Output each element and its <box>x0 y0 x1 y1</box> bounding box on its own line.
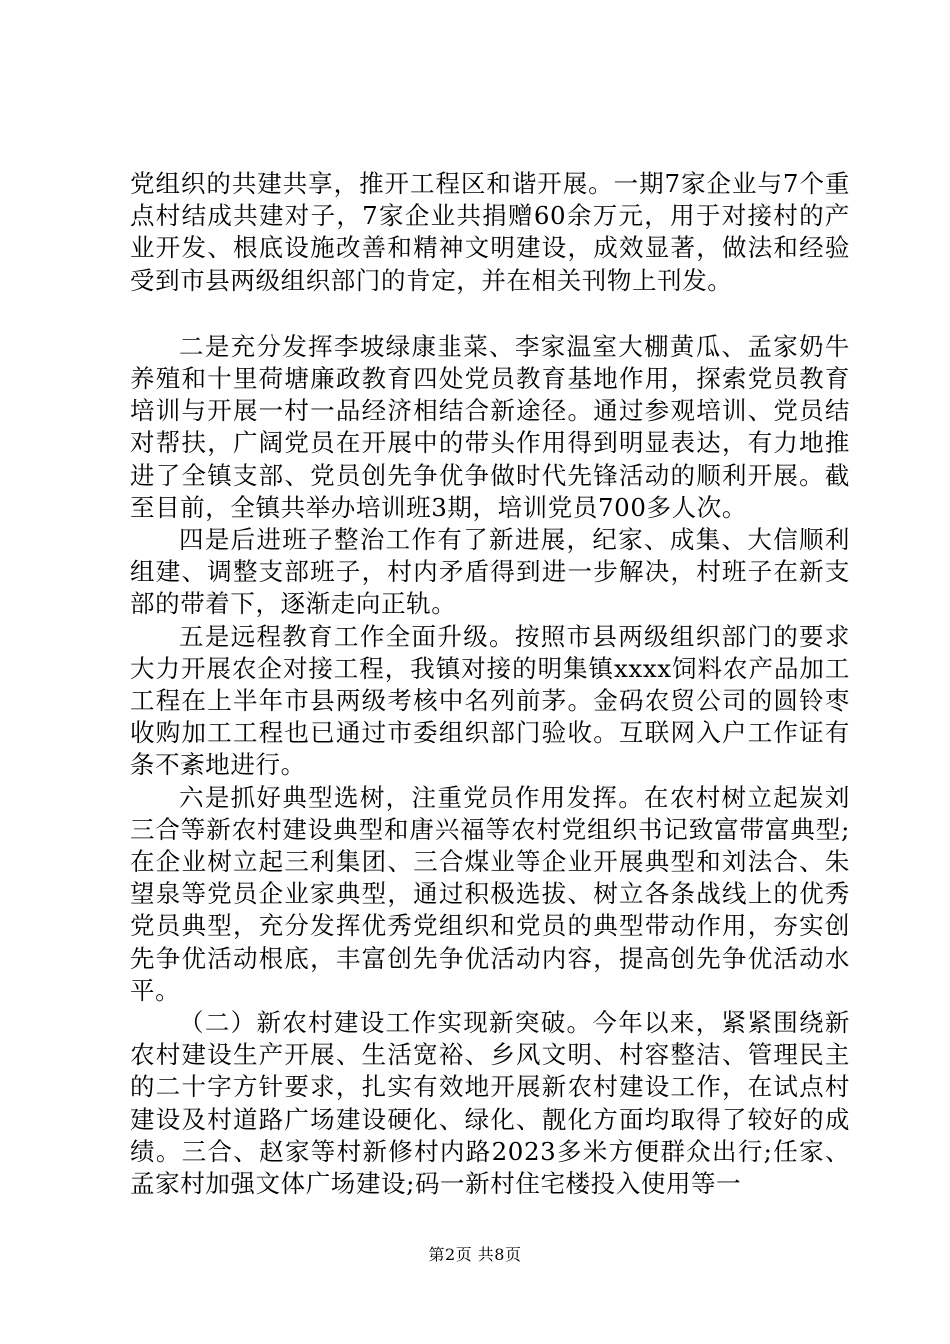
page-footer: 第2页 共8页 <box>428 1245 522 1264</box>
paragraph-4: 五是远程教育工作全面升级。按照市县两级组织部门的要求大力开展农企对接工程，我镇对接的明集镇xxxx饲料农产品加工工程在上半年市县两级考核中名列前茅。金码农贸公司的圆铃枣收购加工工程也已通过市委组织部门验收。互联网入户工作证有条不紊地进行。 <box>130 621 850 780</box>
paragraph-1: 党组织的共建共享，推开工程区和谐开展。一期7家企业与7个重点村结成共建对子，7家企业共捐赠60余万元，用于对接村的产业开发、根底设施改善和精神文明建设，成效显著，做法和经验受到市县两级组织部门的肯定，并在相关刊物上刊发。 <box>130 169 850 295</box>
paragraph-5: 六是抓好典型选树，注重党员作用发挥。在农村树立起炭刘三合等新农村建设典型和唐兴福等农村党组织书记致富带富典型;在企业树立起三利集团、三合煤业等企业开展典型和刘法合、朱望泉等党员企业家典型，通过积极选拔、树立各条战线上的优秀党员典型，充分发挥优秀党组织和党员的典型带动作用，夯实创先争优活动根底，丰富创先争优活动内容，提高创先争优活动水平。 <box>130 782 850 1005</box>
paragraph-3: 四是后进班子整治工作有了新进展，纪家、成集、大信顺利组建、调整支部班子，村内矛盾得到进一步解决，村班子在新支部的带着下，逐渐走向正轨。 <box>130 525 850 619</box>
paragraph-6: （二）新农村建设工作实现新突破。今年以来，紧紧围绕新农村建设生产开展、生活宽裕、乡风文明、村容整洁、管理民主的二十字方针要求，扎实有效地开展新农村建设工作，在试点村建设及村道路广场建设硬化、绿化、靓化方面均取得了较好的成绩。三合、赵家等村新修村内路2023多米方便群众出行;任家、孟家村加强文体广场建设;码一新村住宅楼投入使用等一 <box>130 1008 850 1199</box>
document-body <box>130 168 850 1200</box>
paragraph-2: 二是充分发挥李坡绿康韭菜、李家温室大棚黄瓜、孟家奶牛养殖和十里荷塘廉政教育四处党员教育基地作用，探索党员教育培训与开展一村一品经济相结合新途径。通过参观培训、党员结对帮扶，广阔党员在开展中的带头作用得到明显表达，有力地推进了全镇支部、党员创先争优争做时代先锋活动的顺利开展。截至目前，全镇共举办培训班3期，培训党员700多人次。 <box>130 331 850 522</box>
